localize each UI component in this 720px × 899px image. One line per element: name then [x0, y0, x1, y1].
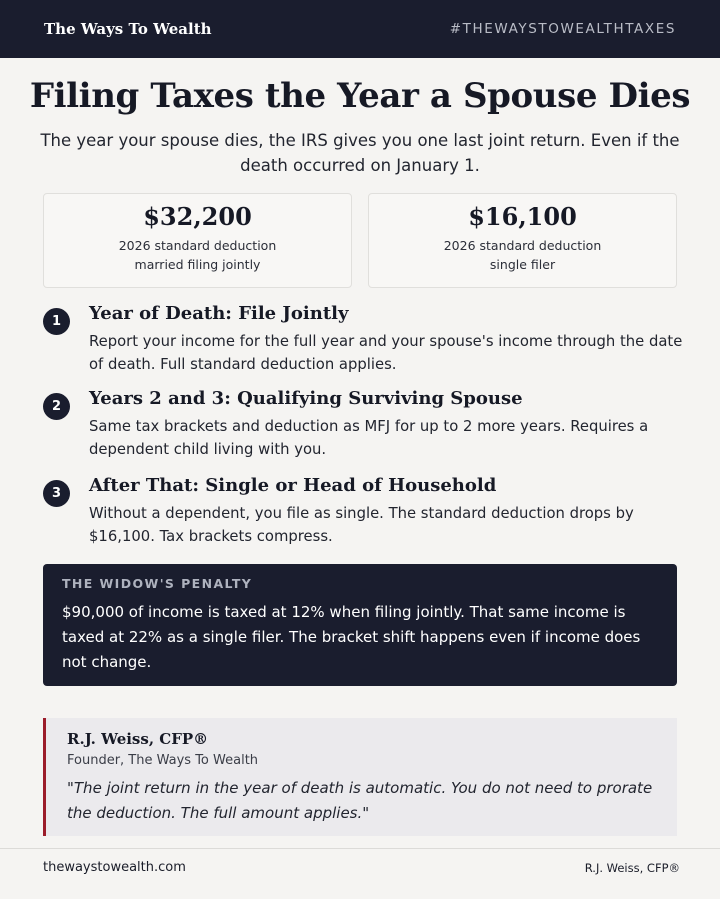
stat-label-line: single filer — [489, 257, 556, 272]
stat-label — [44, 236, 351, 274]
footer-website: thewaystowealth.com — [43, 860, 186, 875]
step-text: Report your income for the full year and your spouse's income through the date of death. Full standard deduction applies. — [89, 333, 683, 373]
header-bar — [0, 0, 720, 58]
stat-card-married — [43, 193, 352, 288]
step-number-badge: 2 — [43, 393, 70, 420]
step-title: Year of Death: File Jointly — [89, 303, 349, 324]
callout-label: THE WIDOW'S PENALTY — [62, 576, 253, 591]
step-text: Without a dependent, you file as single. The standard deduction drops by $16,100. Tax brackets compress. — [89, 505, 634, 545]
stat-value: $16,100 — [468, 202, 577, 231]
brand-name: The Ways To Wealth — [44, 20, 212, 38]
page-subtitle: The year your spouse dies, the IRS gives you one last joint return. Even if the death occurred on January 1. — [40, 131, 680, 175]
quote-author-name: R.J. Weiss, CFP® — [67, 730, 209, 748]
stat-value: $32,200 — [143, 202, 252, 231]
step-number-badge: 1 — [43, 308, 70, 335]
callout-text: $90,000 of income is taxed at 12% when filing jointly. That same income is taxed at 22% as a single filer. The bracket shift happens even if income does not change. — [62, 603, 641, 671]
stat-label — [369, 236, 676, 274]
stat-label-line: 2026 standard deduction — [443, 238, 602, 253]
quote-text: "The joint return in the year of death is automatic. You do not need to prorate the deduction. The full amount applies." — [67, 779, 653, 822]
footer-divider — [0, 848, 720, 849]
stat-card-single — [368, 193, 677, 288]
stat-label-line: 2026 standard deduction — [118, 238, 277, 253]
step-text: Same tax brackets and deduction as MFJ for up to 2 more years. Requires a dependent child living with you. — [89, 418, 649, 458]
step-title: After That: Single or Head of Household — [89, 475, 497, 496]
author-quote — [43, 718, 677, 836]
page-title: Filing Taxes the Year a Spouse Dies — [29, 76, 691, 116]
step-number-badge: 3 — [43, 480, 70, 507]
quote-author-role: Founder, The Ways To Wealth — [67, 753, 259, 768]
footer-author: R.J. Weiss, CFP® — [584, 861, 680, 875]
hashtag: #THEWAYSTOWEALTHTAXES — [449, 21, 676, 37]
stat-label-line: married filing jointly — [134, 257, 261, 272]
step-title: Years 2 and 3: Qualifying Surviving Spouse — [89, 388, 523, 409]
widow-penalty-callout — [43, 564, 677, 686]
